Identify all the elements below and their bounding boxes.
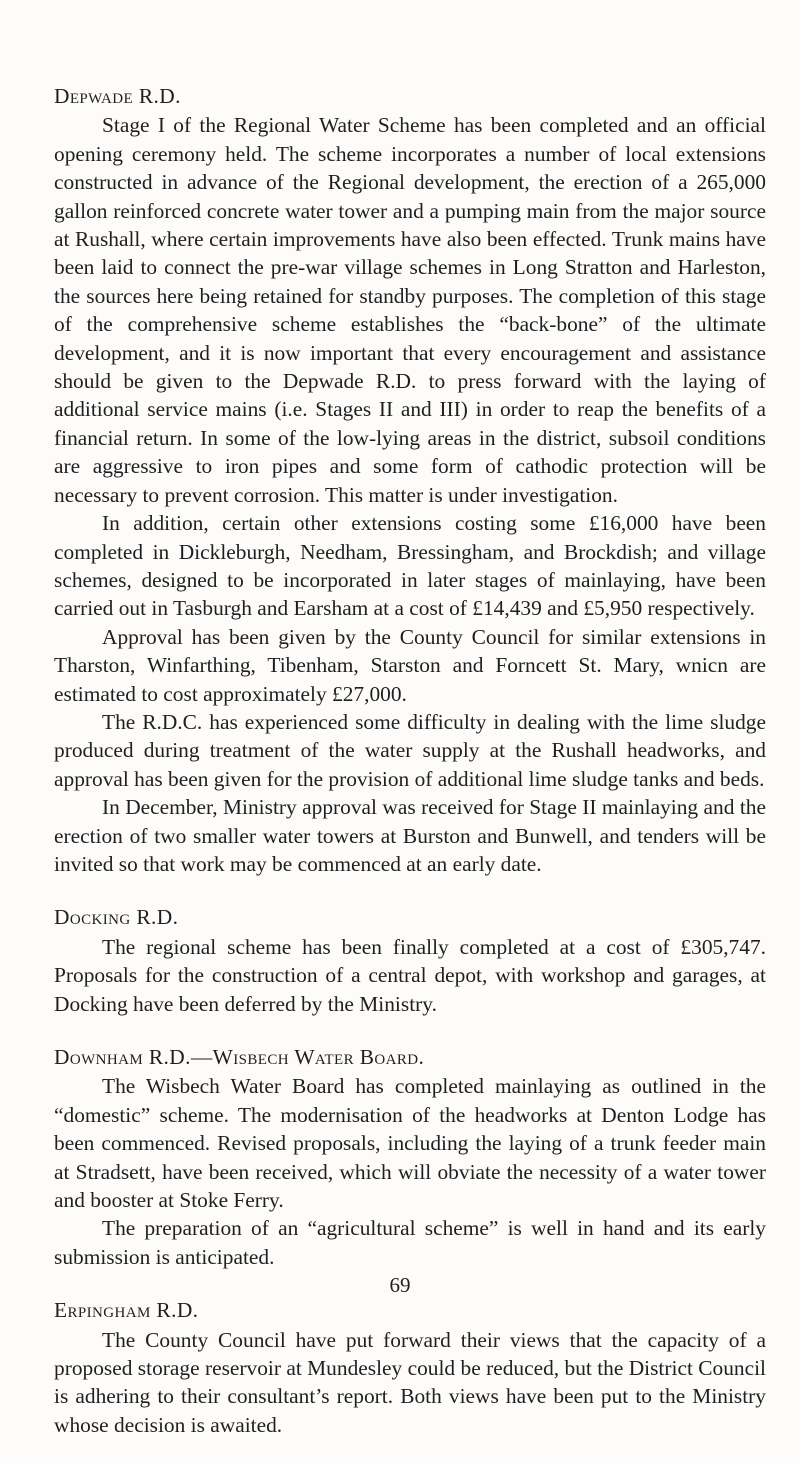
paragraph: The Wisbech Water Board has completed mainlaying as outlined in the “domestic” scheme. The modernisation of the headworks at Denton Lodge has been commenced. Revised proposals, including the laying of a trunk feeder main at Stradsett, have been received, which will obviate the necessity of a water tower and booster at Stoke Ferry.: [54, 1074, 766, 1213]
section-downham: [54, 1043, 766, 1271]
paragraph: In addition, certain other extensions costing some £16,000 have been completed in Dickleburgh, Needham, Bressingham, and Brockdish; and village schemes, designed to be incorporated in later stages of mainlaying, have been carried out in Tasburgh and Earsham at a cost of £14,439 and £5,950 respectively.: [54, 511, 766, 621]
document-page: [54, 82, 766, 1464]
section-depwade: [54, 82, 766, 878]
paragraph: The preparation of an “agricultural scheme” is well in hand and its early submission is anticipated.: [54, 1216, 766, 1269]
section-heading: Downham R.D.—Wisbech Water Board.: [54, 1045, 425, 1069]
section-heading: Docking R.D.: [54, 905, 179, 930]
section-docking: [54, 903, 766, 1018]
paragraph: Approval has been given by the County Council for similar extensions in Tharston, Winfarthing, Tibenham, Starston and Forncett St. Mary, wnicn are estimated to cost approximately £27,000.: [54, 624, 766, 706]
paragraph: The County Council have put forward their views that the capacity of a proposed storage reservoir at Mundesley could be reduced, but the District Council is adhering to their consultant’s report. Both views have been put to the Ministry whose decision is awaited.: [54, 1327, 766, 1437]
paragraph: In December, Ministry approval was received for Stage II mainlaying and the erection of two smaller water towers at Burston and Bunwell, and tenders will be invited so that work may be commenced at an early date.: [54, 795, 766, 876]
page-number: 69: [389, 1273, 411, 1297]
paragraph: Stage I of the Regional Water Scheme has been completed and an official opening ceremony held. The scheme incorporates a number of local extensions constructed in advance of the Regional development, the erection of a 265,000 gallon reinforced concrete water tower and a pumping main from the major source at Rushall, where certain improvements have also been effected. Trunk mains have been laid to connect the pre-war village schemes in Long Stratton and Harleston, the sources here being retained for standby purposes. The completion of this stage of the comprehensive scheme establishes the “back-bone” of the ultimate development, and it is now important that every encouragement and assistance should be given to the Depwade R.D. to press forward with the laying of additional service mains (i.e. Stages II and III) in order to reap the benefits of a financial return. In some of the low-lying areas in the district, subsoil conditions are aggressive to iron pipes and some form of cathodic protection will be necessary to prevent corrosion. This matter is under investigation.: [54, 113, 766, 507]
paragraph: The regional scheme has been finally completed at a cost of £305,747. Proposals for the construction of a central depot, with workshop and garages, at Docking have been deferred by the Ministry.: [54, 934, 766, 1016]
section-heading: Depwade R.D.: [54, 84, 181, 108]
section-heading: Erpingham R.D.: [54, 1298, 199, 1323]
section-erpingham: [54, 1296, 766, 1439]
paragraph: The R.D.C. has experienced some difficulty in dealing with the lime sludge produced during treatment of the water supply at the Rushall headworks, and approval has been given for the provision of additional lime sludge tanks and beds.: [54, 709, 766, 791]
